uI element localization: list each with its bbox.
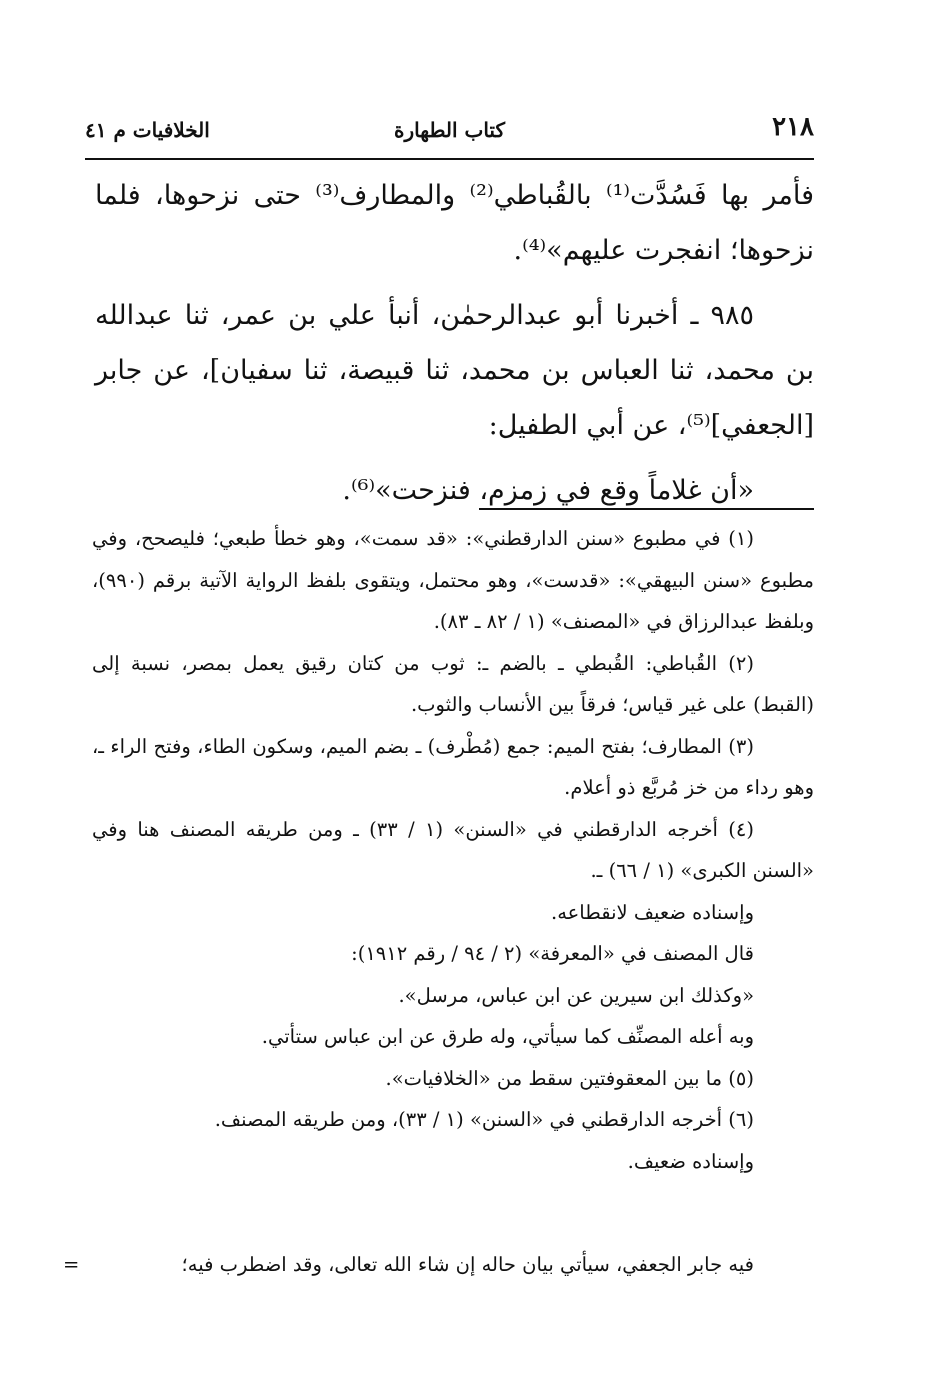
book-title: كتاب الطهارة	[394, 118, 505, 142]
footnote-4-grading: وإسناده ضعيف لانقطاعه.	[551, 900, 754, 924]
footnote-6-grading: وإسناده ضعيف.	[627, 1149, 754, 1173]
footnote-1: (١) في مطبوع «سنن الدارقطني»: «قد سمت»، وهو خطأ طبعي؛ فليصحح، وفي مطبوع «سنن البيهقي»: «قدست»، وهو محتمل، ويتقوى بلفظ الرواية الآتية برقم (٩٩٠)، وبلفظ عبدالرزاق في «المصنف» (١ / ٨٢ ـ ٨٣).	[92, 527, 814, 633]
footnote-3: (٣) المطارف؛ بفتح الميم: جمع (مُطْرف) ـ بضم الميم، وسكون الطاء، وفتح الراء ـ، وهو رداء من خز مُربَّع ذو أعلام.	[92, 734, 814, 799]
footnote-4: (٤) أخرجه الدارقطني في «السنن» (١ / ٣٣) ـ ومن طريقه المصنف هنا وفي «السنن الكبرى» (١ / ٦٦) ـ.	[92, 817, 814, 882]
page-number: ٢١٨	[772, 112, 814, 142]
footnote-6-text: فيه جابر الجعفي، سيأتي بيان حاله إن شاء الله تعالى، وقد اضطرب فيه؛	[181, 1253, 754, 1276]
footnote-4-note: وبه أعله المصنِّف كما سيأتي، وله طرق عن ابن عباس ستأتي.	[261, 1025, 754, 1048]
footnote-5: (٥) ما بين المعقوفتين سقط من «الخلافيات».	[385, 1066, 754, 1090]
footnote-rule	[479, 508, 814, 510]
footnote-6-continued	[65, 1244, 754, 1286]
hadith-985-isnad: ٩٨٥ ـ أخبرنا أبو عبدالرحمٰن، أنبأ علي بن عمر، ثنا عبدالله بن محمد، ثنا العباس بن محمد، ثنا قبيصة، ثنا سفيان]، عن جابر [الجعفي]⁽⁵⁾، عن أبي الطفيل:	[95, 300, 814, 441]
continuation-mark: =	[63, 1253, 80, 1276]
footnotes	[92, 518, 814, 1182]
header-rule	[85, 158, 814, 160]
footnote-4-quote-intro: قال المصنف في «المعرفة» (٢ / ٩٤ / رقم ١٩١٢):	[351, 942, 754, 965]
footnote-2: (٢) القُباطي: القُبطي ـ بالضم ـ: ثوب من كتان رقيق يعمل بمصر، نسبة إلى (القبط) على غير قياس؛ فرقاً بين الأنساب والثوب.	[92, 651, 814, 716]
hadith-985-matn: «أن غلاماً وقع في زمزم، فنزحت»⁽⁶⁾.	[342, 475, 754, 506]
running-header	[85, 112, 814, 152]
main-text	[95, 168, 814, 518]
footnote-6: (٦) أخرجه الدارقطني في «السنن» (١ / ٣٣)، ومن طريقه المصنف.	[214, 1108, 754, 1131]
footnote-4-quote: «وكذلك ابن سيرين عن ابن عباس، مرسل».	[398, 983, 754, 1007]
paragraph-continuation: فأمر بها فَسُدَّت⁽¹⁾ بالقُباطي⁽²⁾ والمطارف⁽³⁾ حتى نزحوها، فلما نزحوها؛ انفجرت عليهم»⁽⁴⁾.	[95, 180, 815, 266]
volume-marker: الخلافيات م ٤١	[85, 118, 210, 142]
